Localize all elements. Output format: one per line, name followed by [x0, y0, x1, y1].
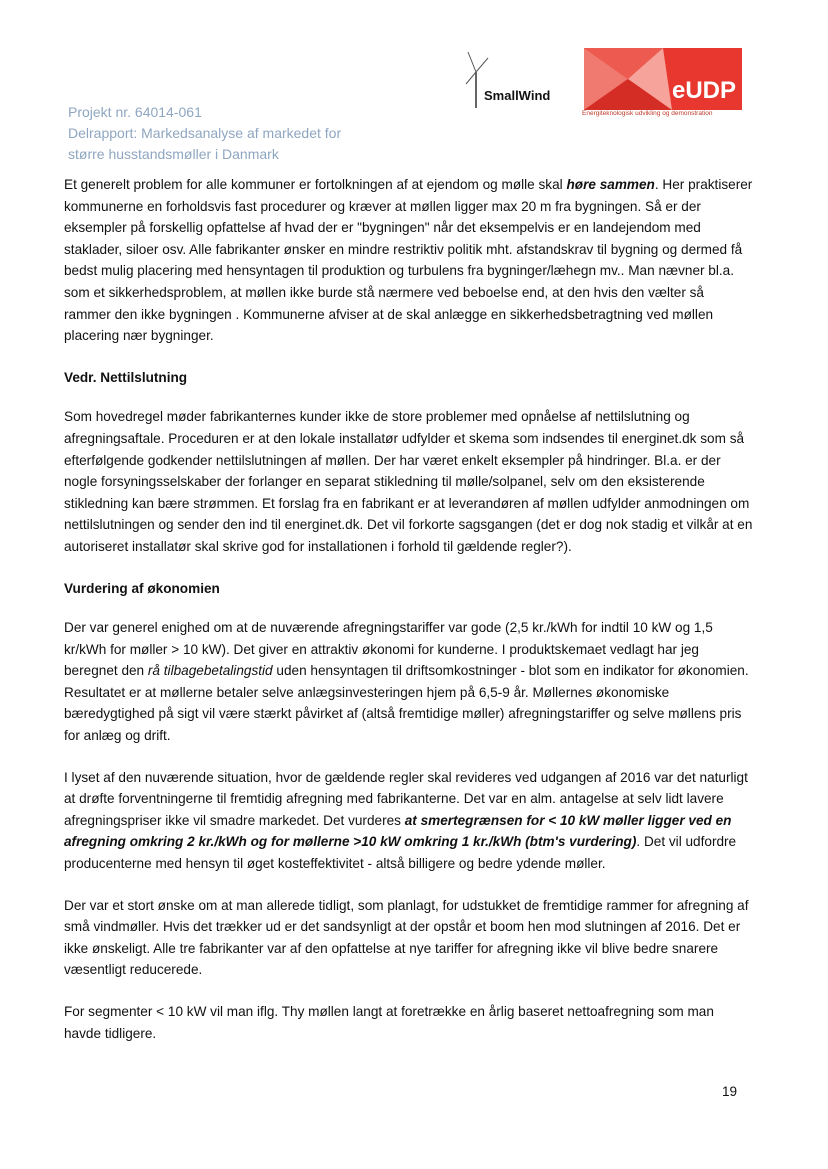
- project-number: Projekt nr. 64014-061: [68, 104, 202, 120]
- page-number: 19: [722, 1084, 738, 1099]
- paragraph-future-settlement: I lyset af den nuværende situation, hvor de gældende regler skal revideres ved udgangen af 2016 var det naturligt at drøfte forventningerne til fremtidig afregning med fabrikanterne. Det var en alm. antagelse at selv lidt lavere afregningspriser ikke vil smadre markedet. Det vurderes at smertegrænsen for < 10 kW møller ligger ved en afregning omkring 2 kr./kWh og for møllerne >10 kW omkring 1 kr./kWh (btm's vurdering). Det vil udfordre producenterne med hensyn til øget kosteffektivitet - altså billigere og bedre ydende møller.: [64, 769, 748, 872]
- document-body: [64, 174, 754, 1064]
- paragraph-grid-connection: Som hovedregel møder fabrikanternes kunder ikke de store problemer med opnåelse af nettilslutning og afregningsaftale. Proceduren er at den lokale installatør udfylder et skema som indsendes til energinet.dk som så efterfølgende godkender nettilslutningen af møllen. Der har været enkelt eksempler på hindringer. Bl.a. er der nogle forsyningsselskaber der forlanger en separat stikledning til mølle/solpanel, selv om den eksisterende stikledning kan bære strømmen. Et forslag fra en fabrikant er at leverandøren af møllen udfylder anmodningen om nettilslutningen og sender den ind til energinet.dk. Det vil forkorte sagsgangen (det er dog nok stadig et vilkår at en autoriseret installatør skal skrive god for installationen i forhold til gældende regler?).: [64, 409, 753, 554]
- heading-economy: Vurdering af økonomien: [64, 580, 220, 596]
- document-header: [68, 102, 341, 165]
- eudp-tagline: Energiteknologisk udvikling og demonstration: [582, 110, 713, 117]
- paragraph-framework-wish: Der var et stort ønske om at man allerede tidligt, som planlagt, for udstukket de fremtidige rammer for afregning af små vindmøller. Hvis det trækker ud er det sandsynligt at der opstår et boom hen mod slutningen af 2016. Det er ikke ønskeligt. Alle tre fabrikanter var af den opfattelse at nye tariffer for afregning ikke vil blive bedre snarere væsentligt reducerede.: [64, 897, 749, 978]
- svg-text:eUDP: eUDP: [671, 77, 737, 104]
- paragraph-tariffs: Der var generel enighed om at de nuværende afregningstariffer var gode (2,5 kr./kWh for indtil 10 kW og 1,5 kr/kWh for møller > 10 kW). Det giver en attraktiv økonomi for kunderne. I produktskemaet vedlagt har jeg beregnet den rå tilbagebetalingstid uden hensyntagen til driftsomkostninger - blot som en indikator for økonomien. Resultatet er at møllerne betaler selve anlægsinvesteringen hjem på 6,5-9 år. Møllernes økonomiske bæredygtighed på sigt vil være stærkt påvirket af (altså fremtidige møller) afregningstariffer og selve møllens pris for anlæg og drift.: [64, 620, 749, 744]
- heading-nettilslutning: Vedr. Nettilslutning: [64, 369, 188, 385]
- paragraph-segments: For segmenter < 10 kW vil man iflg. Thy møllen langt at foretrække en årlig baseret nettoafregning som man havde tidligere.: [64, 1004, 714, 1041]
- paragraph-municipalities: Et generelt problem for alle kommuner er fortolkningen af at ejendom og mølle skal høre sammen. Her praktiserer kommunerne en forholdsvis fast procedurer og kræver at møllen ligger max 20 m fra bygningen. Så er der eksempler på forskellig opfattelse af hvad der er "bygningen" når det eksempelvis er en landejendom med staklader, siloer osv. Alle fabrikanter ønsker en mindre restriktiv politik mht. afstandskrav til bygning og dermed få bedst mulig placering med hensyntagen til produktion og turbulens fra bygninger/læhegn mv.. Man nævner bl.a. som et sikkerhedsproblem, at møllen ikke burde stå nærmere ved beboelse end, at den hvis den vælter så rammer den ikke bygningen . Kommunerne afviser at de skal anlægge en sikkerhedsbetragtning ved møllen placering nær bygninger.: [64, 177, 753, 344]
- smallwind-logo-text: SmallWind: [484, 88, 551, 103]
- report-title-line2: større husstandsmøller i Danmark: [68, 146, 279, 162]
- report-title-line1: Delrapport: Markedsanalyse af markedet for: [68, 125, 342, 141]
